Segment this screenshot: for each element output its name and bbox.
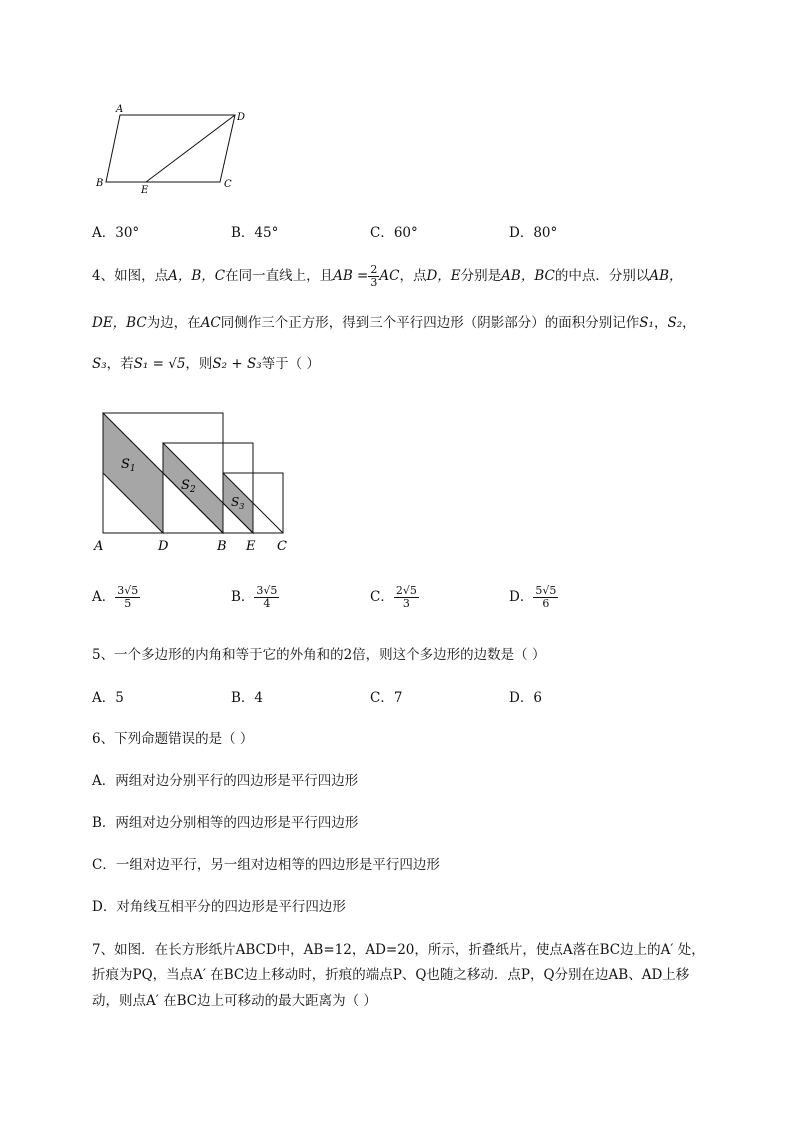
q4-option-b: B． $\frac{3√5}{4}$ bbox=[231, 584, 278, 610]
figure-three-squares bbox=[88, 405, 303, 555]
q5-option-a: A．5 bbox=[92, 690, 124, 706]
q3-option-b: B．45° bbox=[231, 225, 279, 241]
label-d: D bbox=[237, 112, 246, 123]
q3-option-c: C．60° bbox=[370, 225, 418, 241]
q3-option-d: D．80° bbox=[509, 225, 558, 241]
label-a: A bbox=[94, 539, 104, 554]
q6-option-b: B．两组对边分别相等的四边形是平行四边形 bbox=[92, 815, 359, 831]
q4-option-a: A． $\frac{3√5}{5}$ bbox=[92, 584, 139, 610]
parallelogram-abcd bbox=[106, 115, 235, 182]
q6-text: 6、下列命题错误的是（ ） bbox=[92, 731, 254, 747]
fraction-two-thirds: $\frac{2}{3}$ bbox=[370, 263, 378, 289]
label-b: B bbox=[96, 178, 104, 189]
label-s1: $S_1$ bbox=[121, 457, 136, 474]
label-e: E bbox=[141, 185, 149, 196]
q6-option-d: D．对角线互相平分的四边形是平行四边形 bbox=[92, 899, 346, 915]
q3-option-a: A．30° bbox=[92, 225, 140, 241]
q4-line-2: DE，BC为边，在AC同侧作三个正方形，得到三个平行四边形（阴影部分）的面积分别记作S₁，S₂， bbox=[92, 315, 696, 331]
q4-line-3: S₃，若S₁ = √5，则S₂ + S₃等于（ ） bbox=[92, 356, 320, 372]
label-d: D bbox=[158, 539, 169, 554]
q7-line-2: 折痕为PQ，当点A′ 在BC边上移动时，折痕的端点P、Q也随之移动．点P，Q分别在边AB、AD上移 bbox=[92, 967, 690, 983]
label-a: A bbox=[116, 104, 124, 115]
label-c: C bbox=[277, 539, 287, 554]
q4-line-1: 4、如图，点A，B，C在同一直线上，且AB = $\frac{2}{3}$ AC，点D，E分别是AB，BC的中点．分别以AB， bbox=[92, 263, 683, 289]
q5-option-b: B．4 bbox=[231, 690, 264, 706]
q5-option-d: D．6 bbox=[509, 690, 542, 706]
q4-option-c: C． $\frac{2√5}{3}$ bbox=[370, 584, 417, 610]
diagonal-3 bbox=[253, 503, 283, 533]
q5-text: 5、一个多边形的内角和等于它的外角和的2倍，则这个多边形的边数是（ ） bbox=[92, 647, 546, 663]
label-s2: $S_2$ bbox=[181, 478, 196, 495]
segment-de bbox=[146, 115, 235, 182]
label-b: B bbox=[217, 539, 227, 554]
q7-line-3: 动，则点A′ 在BC边上可移动的最大距离为（ ） bbox=[92, 993, 377, 1009]
q5-option-c: C．7 bbox=[370, 690, 403, 706]
figure-parallelogram bbox=[90, 100, 260, 200]
label-s3: $S_3$ bbox=[231, 495, 245, 511]
q6-option-c: C．一组对边平行，另一组对边相等的四边形是平行四边形 bbox=[92, 857, 440, 873]
label-e: E bbox=[246, 539, 256, 554]
q7-line-1: 7、如图．在长方形纸片ABCD中，AB=12，AD=20，所示，折叠纸片，使点A落在BC边上的A′ 处， bbox=[92, 942, 705, 958]
q4-option-d: D． $\frac{5√5}{6}$ bbox=[509, 584, 557, 610]
label-c: C bbox=[224, 179, 232, 190]
q6-option-a: A．两组对边分别平行的四边形是平行四边形 bbox=[92, 773, 359, 789]
